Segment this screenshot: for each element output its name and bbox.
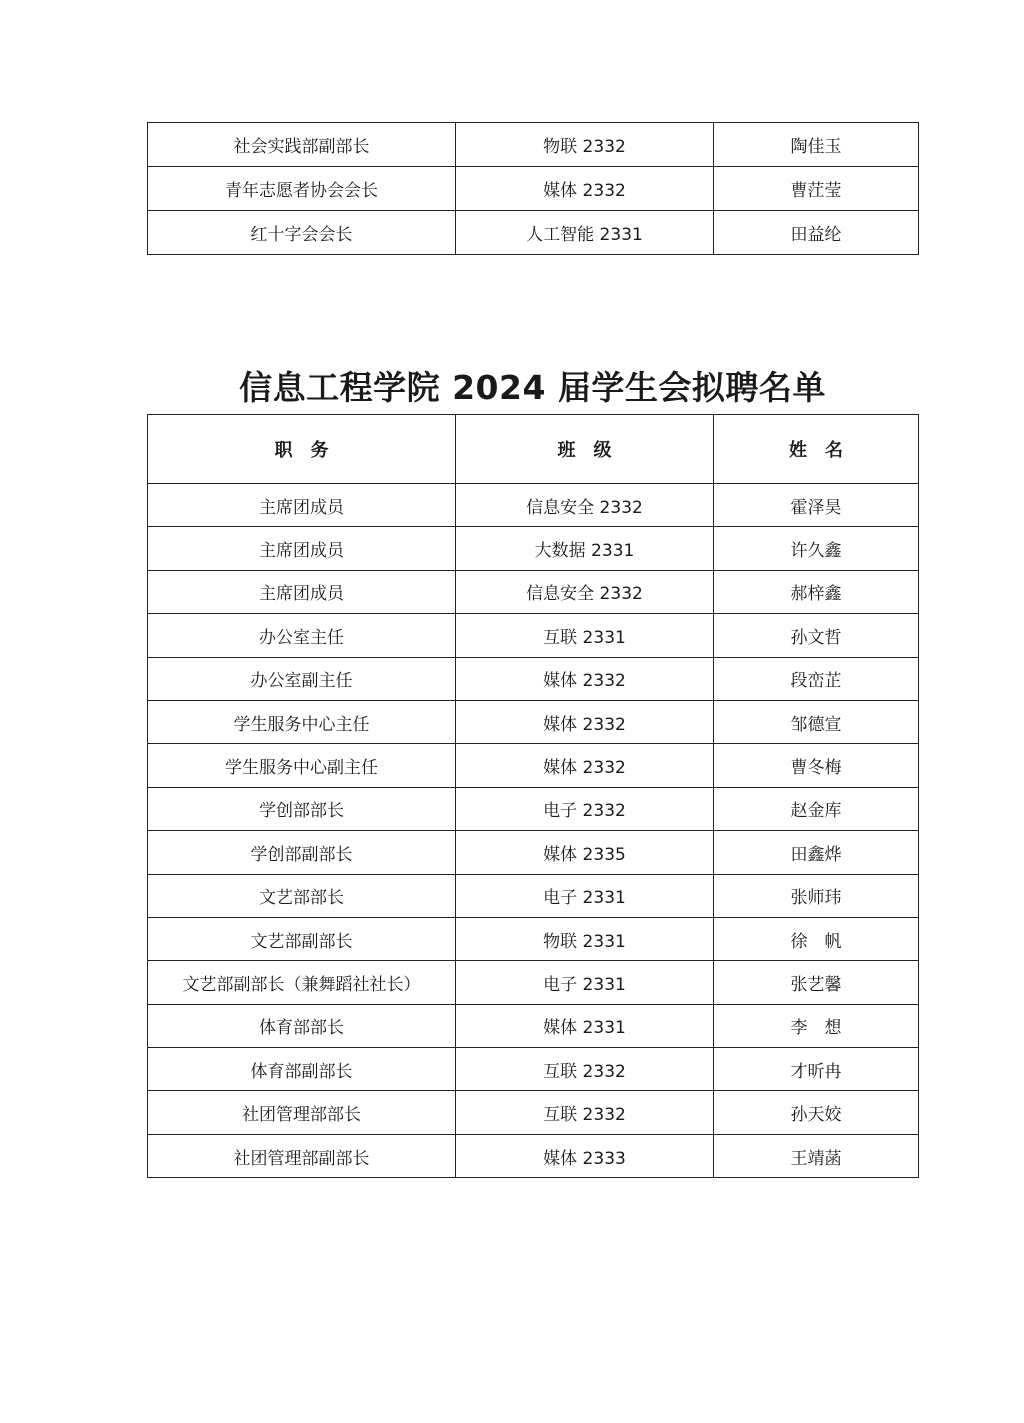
table-row — [148, 570, 919, 613]
position-cell: 学创部副部长 — [148, 831, 456, 874]
name-cell: 曹茳莹 — [714, 167, 919, 211]
class-cell: 电子 2331 — [456, 874, 714, 917]
table-row — [148, 700, 919, 743]
table-row — [148, 527, 919, 570]
name-cell: 徐 帆 — [714, 917, 919, 960]
class-cell: 媒体 2333 — [456, 1134, 714, 1177]
table-row — [148, 1004, 919, 1047]
name-cell: 段峦芷 — [714, 657, 919, 700]
table-row — [148, 744, 919, 787]
position-cell: 社团管理部部长 — [148, 1091, 456, 1134]
header-row — [148, 415, 919, 484]
table-row — [148, 917, 919, 960]
position-cell: 社团管理部副部长 — [148, 1134, 456, 1177]
name-cell: 张师玮 — [714, 874, 919, 917]
name-cell: 田鑫烨 — [714, 831, 919, 874]
name-cell: 霍泽昊 — [714, 484, 919, 527]
document-title: 信息工程学院 2024 届学生会拟聘名单 — [239, 368, 826, 407]
table-row — [148, 961, 919, 1004]
name-cell: 王靖菡 — [714, 1134, 919, 1177]
position-cell: 办公室副主任 — [148, 657, 456, 700]
name-cell: 李 想 — [714, 1004, 919, 1047]
class-cell: 信息安全 2332 — [456, 484, 714, 527]
class-cell: 电子 2331 — [456, 961, 714, 1004]
top-roster-body — [148, 123, 919, 255]
table-row — [148, 787, 919, 830]
class-cell: 物联 2331 — [456, 917, 714, 960]
name-cell: 陶佳玉 — [714, 123, 919, 167]
class-cell: 信息安全 2332 — [456, 570, 714, 613]
name-cell: 郝梓鑫 — [714, 570, 919, 613]
top-roster-table — [147, 122, 919, 255]
class-cell: 媒体 2335 — [456, 831, 714, 874]
class-cell: 互联 2332 — [456, 1048, 714, 1091]
position-cell: 主席团成员 — [148, 527, 456, 570]
position-cell: 主席团成员 — [148, 484, 456, 527]
class-cell: 互联 2332 — [456, 1091, 714, 1134]
name-cell: 孙天姣 — [714, 1091, 919, 1134]
table-row — [148, 167, 919, 211]
name-cell: 赵金库 — [714, 787, 919, 830]
name-cell: 田益纶 — [714, 211, 919, 255]
table-row — [148, 614, 919, 657]
class-cell: 媒体 2332 — [456, 744, 714, 787]
class-cell: 媒体 2332 — [456, 700, 714, 743]
name-cell: 孙文哲 — [714, 614, 919, 657]
position-cell: 青年志愿者协会会长 — [148, 167, 456, 211]
class-cell: 媒体 2332 — [456, 167, 714, 211]
main-roster-header — [148, 415, 919, 484]
position-cell: 体育部部长 — [148, 1004, 456, 1047]
header-position: 职 务 — [148, 415, 456, 484]
position-cell: 办公室主任 — [148, 614, 456, 657]
class-cell: 媒体 2332 — [456, 657, 714, 700]
main-roster-body — [148, 484, 919, 1178]
position-cell: 学生服务中心主任 — [148, 700, 456, 743]
name-cell: 许久鑫 — [714, 527, 919, 570]
class-cell: 物联 2332 — [456, 123, 714, 167]
class-cell: 互联 2331 — [456, 614, 714, 657]
position-cell: 文艺部部长 — [148, 874, 456, 917]
table-row — [148, 874, 919, 917]
position-cell: 主席团成员 — [148, 570, 456, 613]
main-roster-table — [147, 414, 919, 1178]
class-cell: 大数据 2331 — [456, 527, 714, 570]
position-cell: 红十字会会长 — [148, 211, 456, 255]
table-row — [148, 1134, 919, 1177]
class-cell: 人工智能 2331 — [456, 211, 714, 255]
name-cell: 曹冬梅 — [714, 744, 919, 787]
position-cell: 社会实践部副部长 — [148, 123, 456, 167]
class-cell: 媒体 2331 — [456, 1004, 714, 1047]
table-row — [148, 123, 919, 167]
position-cell: 文艺部副部长 — [148, 917, 456, 960]
table-row — [148, 1091, 919, 1134]
header-class: 班 级 — [456, 415, 714, 484]
class-cell: 电子 2332 — [456, 787, 714, 830]
position-cell: 文艺部副部长（兼舞蹈社社长） — [148, 961, 456, 1004]
position-cell: 学生服务中心副主任 — [148, 744, 456, 787]
table-row — [148, 484, 919, 527]
position-cell: 学创部部长 — [148, 787, 456, 830]
table-row — [148, 1048, 919, 1091]
table-row — [148, 211, 919, 255]
position-cell: 体育部副部长 — [148, 1048, 456, 1091]
name-cell: 才昕冉 — [714, 1048, 919, 1091]
header-name: 姓 名 — [714, 415, 919, 484]
table-row — [148, 657, 919, 700]
name-cell: 邹德宣 — [714, 700, 919, 743]
name-cell: 张艺馨 — [714, 961, 919, 1004]
table-row — [148, 831, 919, 874]
